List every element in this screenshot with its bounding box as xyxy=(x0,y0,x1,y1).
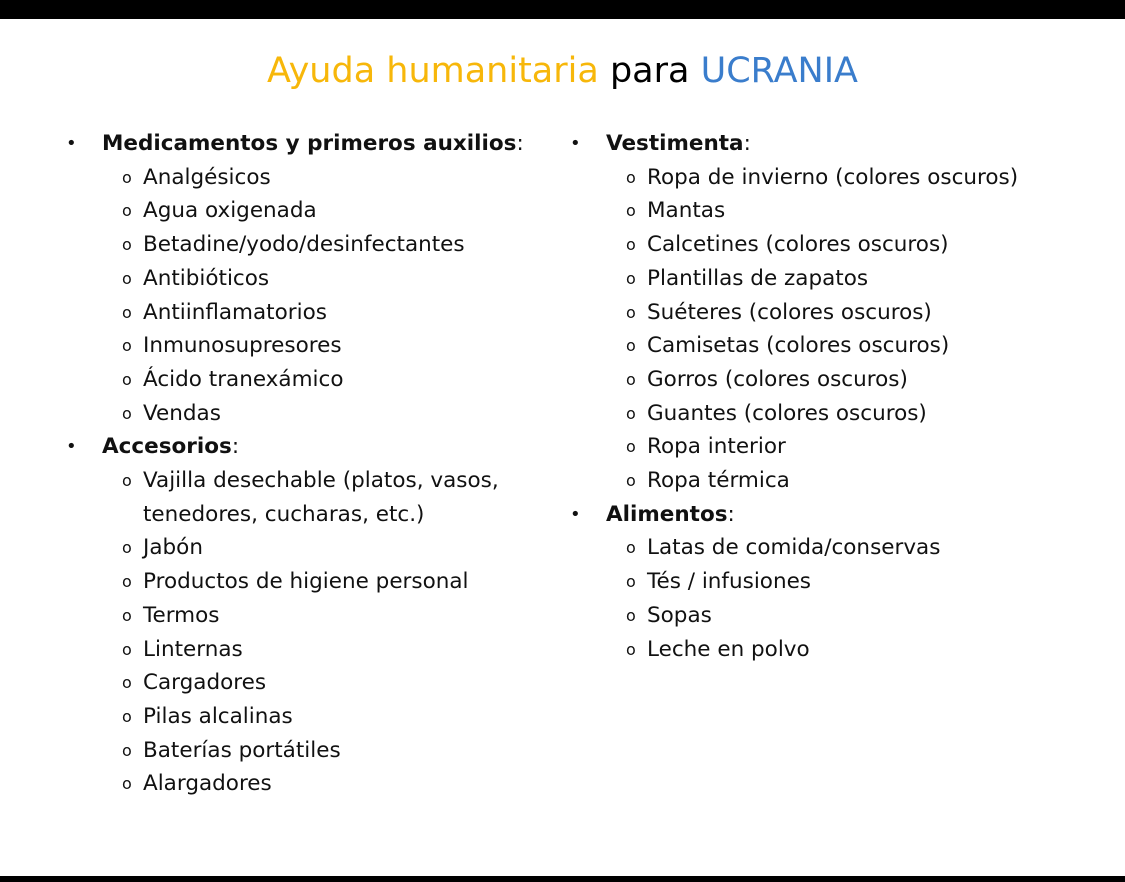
category-heading xyxy=(66,127,556,161)
sub-bullet-icon: o xyxy=(626,403,636,423)
category-group xyxy=(570,498,1110,667)
sub-bullet-icon: o xyxy=(122,471,132,491)
list-item xyxy=(570,397,1110,431)
list-item xyxy=(66,329,556,363)
list-item xyxy=(66,397,556,431)
list-item-text: Termos xyxy=(143,602,220,628)
category-heading-label: Alimentos xyxy=(606,501,728,527)
title-part-para: para xyxy=(609,51,690,91)
sub-bullet-icon: o xyxy=(626,268,636,288)
sub-bullet-icon: o xyxy=(626,235,636,255)
title-part-ayuda: Ayuda humanitaria xyxy=(267,51,599,91)
list-item-text: Latas de comida/conservas xyxy=(647,535,941,561)
list-item-text: Linternas xyxy=(143,636,243,662)
sub-bullet-icon: o xyxy=(626,302,636,322)
sub-bullet-icon: o xyxy=(122,706,132,726)
list-item-text: Ácido tranexámico xyxy=(143,366,344,392)
sub-bullet-icon: o xyxy=(122,167,132,187)
list-item-text: Antiinflamatorios xyxy=(143,299,327,325)
category-group xyxy=(66,430,556,801)
item-list xyxy=(570,161,1110,498)
list-item xyxy=(66,194,556,228)
sub-bullet-icon: o xyxy=(626,336,636,356)
category-heading-label: Medicamentos y primeros auxilios xyxy=(102,131,517,156)
list-item xyxy=(570,262,1110,296)
sub-bullet-icon: o xyxy=(122,403,132,423)
list-item-text: Leche en polvo xyxy=(647,636,810,662)
list-item-text: Baterías portátiles xyxy=(143,737,341,763)
list-item xyxy=(570,296,1110,330)
list-item-text: Betadine/yodo/desinfectantes xyxy=(143,232,465,258)
list-item-text: Suéteres (colores oscuros) xyxy=(647,299,932,325)
list-item xyxy=(66,700,556,734)
category-heading-colon: : xyxy=(231,434,240,460)
list-item xyxy=(570,565,1110,599)
list-item xyxy=(570,599,1110,633)
list-item-text: Productos de higiene personal xyxy=(143,569,469,595)
item-list xyxy=(66,464,556,801)
list-item xyxy=(66,599,556,633)
list-item-text: Pilas alcalinas xyxy=(143,703,293,729)
list-item-text: Antibióticos xyxy=(143,265,270,291)
list-item xyxy=(66,296,556,330)
list-item xyxy=(570,194,1110,228)
slide-title xyxy=(0,49,1125,93)
sub-bullet-icon: o xyxy=(122,572,132,592)
list-item xyxy=(570,464,1110,498)
sub-bullet-icon: o xyxy=(122,369,132,389)
list-item-text: Cargadores xyxy=(143,670,267,696)
list-item-text: Gorros (colores oscuros) xyxy=(647,366,908,392)
list-item xyxy=(570,633,1110,667)
slide xyxy=(0,19,1125,876)
list-item-text: Alargadores xyxy=(143,771,272,797)
category-heading xyxy=(66,430,556,464)
sub-bullet-icon: o xyxy=(122,538,132,558)
list-item xyxy=(66,228,556,262)
sub-bullet-icon: o xyxy=(122,673,132,693)
list-item xyxy=(66,531,556,565)
list-item xyxy=(66,262,556,296)
sub-bullet-icon: o xyxy=(626,437,636,457)
category-heading xyxy=(570,498,1110,532)
list-item xyxy=(66,363,556,397)
list-item-text: Calcetines (colores oscuros) xyxy=(647,232,949,258)
list-item xyxy=(66,734,556,768)
title-part-ucrania: UCRANIA xyxy=(700,51,858,91)
list-item-text: Agua oxigenada xyxy=(143,198,317,224)
category-heading xyxy=(570,127,1110,161)
category-heading-colon: : xyxy=(516,131,524,156)
list-item xyxy=(66,767,556,801)
bullet-icon: • xyxy=(66,133,77,154)
list-item xyxy=(66,565,556,599)
list-item xyxy=(570,228,1110,262)
list-item-text: Inmunosupresores xyxy=(143,333,342,359)
sub-bullet-icon: o xyxy=(626,201,636,221)
category-heading-colon: : xyxy=(727,501,735,527)
list-item-text: Ropa térmica xyxy=(647,468,790,494)
list-item-text: Camisetas (colores oscuros) xyxy=(647,333,950,359)
bullet-icon: • xyxy=(570,503,581,525)
sub-bullet-icon: o xyxy=(122,201,132,221)
list-item xyxy=(570,161,1110,195)
category-group xyxy=(570,127,1110,498)
sub-bullet-icon: o xyxy=(122,639,132,659)
sub-bullet-icon: o xyxy=(626,639,636,659)
list-item-text: Vajilla desechable (platos, vasos, tenedores, cucharas, etc.) xyxy=(143,468,499,527)
category-heading-label: Accesorios xyxy=(102,434,232,460)
item-list xyxy=(66,161,556,431)
sub-bullet-icon: o xyxy=(626,471,636,491)
left-column xyxy=(66,127,556,801)
list-item xyxy=(66,464,556,531)
list-item-text: Ropa de invierno (colores oscuros) xyxy=(647,164,1019,190)
list-item-text: Ropa interior xyxy=(647,434,786,460)
bullet-icon: • xyxy=(66,436,77,458)
item-list xyxy=(570,531,1110,666)
list-item xyxy=(570,329,1110,363)
list-item-text: Plantillas de zapatos xyxy=(647,265,869,291)
list-item-text: Sopas xyxy=(647,602,712,628)
sub-bullet-icon: o xyxy=(626,572,636,592)
sub-bullet-icon: o xyxy=(626,538,636,558)
list-item-text: Tés / infusiones xyxy=(647,569,812,595)
list-item xyxy=(570,531,1110,565)
sub-bullet-icon: o xyxy=(626,167,636,187)
sub-bullet-icon: o xyxy=(122,235,132,255)
bullet-icon: • xyxy=(570,133,581,154)
list-item xyxy=(66,666,556,700)
sub-bullet-icon: o xyxy=(122,774,132,794)
sub-bullet-icon: o xyxy=(122,740,132,760)
list-item-text: Mantas xyxy=(647,198,726,224)
list-item xyxy=(66,633,556,667)
right-column xyxy=(570,127,1110,666)
list-item-text: Analgésicos xyxy=(143,164,271,190)
category-heading-colon: : xyxy=(743,131,751,156)
sub-bullet-icon: o xyxy=(122,336,132,356)
list-item xyxy=(570,363,1110,397)
list-item-text: Vendas xyxy=(143,400,221,426)
sub-bullet-icon: o xyxy=(122,605,132,625)
sub-bullet-icon: o xyxy=(122,302,132,322)
list-item xyxy=(570,430,1110,464)
list-item-text: Jabón xyxy=(143,535,203,561)
sub-bullet-icon: o xyxy=(626,605,636,625)
category-group xyxy=(66,127,556,430)
sub-bullet-icon: o xyxy=(122,268,132,288)
sub-bullet-icon: o xyxy=(626,369,636,389)
list-item-text: Guantes (colores oscuros) xyxy=(647,400,927,426)
list-item xyxy=(66,161,556,195)
category-heading-label: Vestimenta xyxy=(606,131,744,156)
